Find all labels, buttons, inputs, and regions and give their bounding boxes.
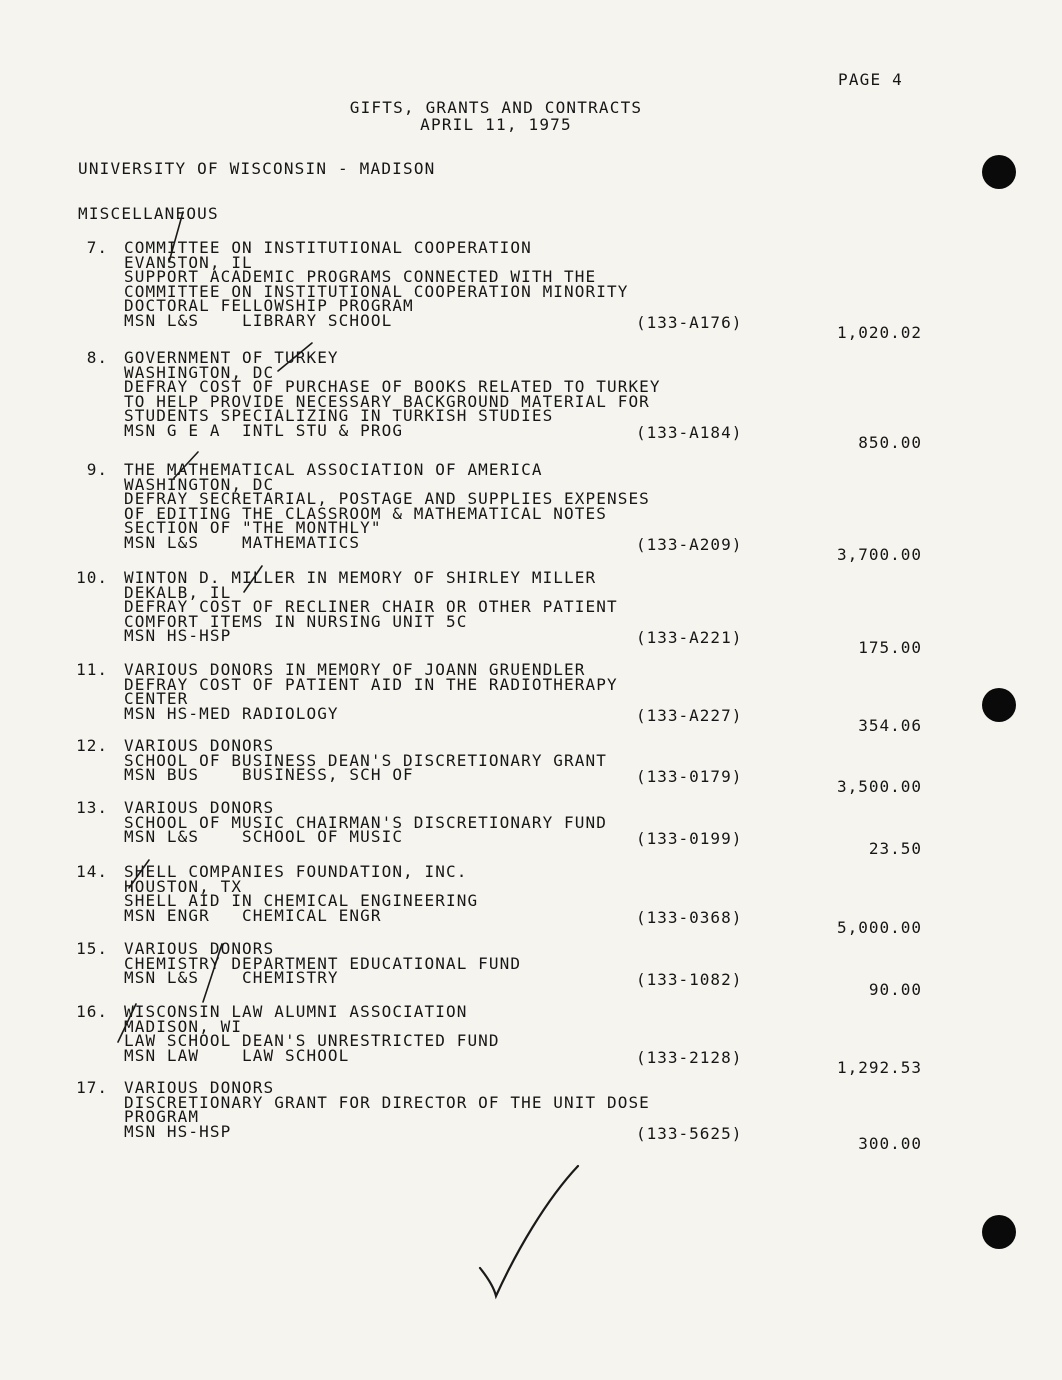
entry-line: SCHOOL OF BUSINESS DEAN'S DISCRETIONARY GRANT	[124, 750, 607, 770]
entry-number: 16.	[76, 1002, 108, 1021]
entry-line: MSN HS-HSP	[124, 626, 232, 646]
tick-mark	[203, 944, 222, 1002]
entry-line: DEFRAY SECRETARIAL, POSTAGE AND SUPPLIES EXPENSES	[124, 489, 650, 509]
entry-line: MSN LAW LAW SCHOOL	[124, 1045, 350, 1065]
entry-number: 11.	[76, 660, 108, 679]
entry-line: MSN HS-HSP	[124, 1121, 232, 1141]
entry-donor: VARIOUS DONORS IN MEMORY OF JOANN GRUENDLER	[124, 660, 586, 679]
entry-line: DEFRAY COST OF PURCHASE OF BOOKS RELATED TO TURKEY	[124, 377, 661, 397]
entry-line: MSN G E A INTL STU & PROG	[124, 421, 404, 440]
entry-line: TO HELP PROVIDE NECESSARY BACKGROUND MATERIAL FOR	[124, 391, 650, 411]
entry-line: LAW SCHOOL DEAN'S UNRESTRICTED FUND	[124, 1031, 500, 1051]
amount: 5,000.00	[836, 917, 922, 937]
entry-line: COMMITTEE ON INSTITUTIONAL COOPERATION MINORITY	[124, 281, 629, 301]
amount: 300.00	[858, 1133, 922, 1153]
entry-line: MSN L&S LIBRARY SCHOOL	[124, 311, 393, 330]
entry-line: SCHOOL OF MUSIC CHAIRMAN'S DISCRETIONARY FUND	[124, 812, 607, 832]
amount: 850.00	[858, 433, 922, 452]
account-number: (133-2128)	[636, 1047, 743, 1067]
entry-line: WASHINGTON, DC	[124, 362, 275, 382]
entry-line: MSN L&S MATHEMATICS	[124, 533, 361, 552]
entry-donor: COMMITTEE ON INSTITUTIONAL COOPERATION	[124, 238, 532, 257]
entry-number: 7.	[86, 238, 108, 257]
entry-line: MSN HS-MED RADIOLOGY	[124, 703, 339, 723]
amount: 90.00	[868, 980, 922, 1000]
entry-line: SECTION OF "THE MONTHLY"	[124, 518, 382, 538]
account-number: (133-0179)	[636, 767, 743, 787]
document-title: GIFTS, GRANTS AND CONTRACTS	[349, 98, 643, 117]
entry-line: SHELL AID IN CHEMICAL ENGINEERING	[124, 891, 479, 911]
amount: 1,020.02	[836, 323, 922, 342]
entry-donor: WINTON D. MILLER IN MEMORY OF SHIRLEY MILLER	[124, 568, 597, 587]
entry-donor: VARIOUS DONORS	[124, 939, 275, 958]
entry-number: 15.	[76, 939, 108, 958]
amount: 1,292.53	[836, 1057, 922, 1077]
institution-heading: UNIVERSITY OF WISCONSIN - MADISON	[78, 159, 436, 178]
account-number: (133-1082)	[636, 970, 743, 990]
entry-number: 17.	[76, 1078, 108, 1097]
entry-number: 9.	[86, 460, 108, 479]
entry-number: 10.	[76, 568, 108, 587]
page-number: PAGE 4	[838, 70, 903, 89]
entry-line: EVANSTON, IL	[124, 252, 253, 272]
entry-donor: VARIOUS DONORS	[124, 798, 275, 817]
account-number: (133-A184)	[636, 423, 743, 442]
amount: 3,500.00	[836, 777, 922, 797]
entry-line: DEKALB, IL	[124, 582, 232, 602]
entry-line: COMFORT ITEMS IN NURSING UNIT 5C	[124, 611, 468, 631]
account-number: (133-A176)	[636, 313, 743, 332]
entry-line: CHEMISTRY DEPARTMENT EDUCATIONAL FUND	[124, 953, 522, 973]
entry-line: MSN BUS BUSINESS, SCH OF	[124, 765, 414, 785]
tick-mark	[129, 860, 149, 888]
account-number: (133-5625)	[636, 1123, 743, 1143]
entry-line: MSN L&S SCHOOL OF MUSIC	[124, 827, 404, 847]
entry-donor: WISCONSIN LAW ALUMNI ASSOCIATION	[124, 1002, 468, 1021]
account-number: (133-A227)	[636, 705, 743, 725]
entry-line: DISCRETIONARY GRANT FOR DIRECTOR OF THE UNIT DOSE	[124, 1092, 650, 1112]
amount: 3,700.00	[836, 545, 922, 564]
entry-line: DOCTORAL FELLOWSHIP PROGRAM	[124, 296, 414, 316]
entry-line: DEFRAY COST OF PATIENT AID IN THE RADIOTHERAPY	[124, 674, 618, 694]
document-date: APRIL 11, 1975	[420, 115, 572, 134]
tick-mark	[169, 212, 183, 262]
entry-line: MSN ENGR CHEMICAL ENGR	[124, 905, 382, 925]
entry-line: MSN L&S CHEMISTRY	[124, 968, 339, 988]
entry-number: 14.	[76, 862, 108, 881]
tick-mark	[118, 1004, 136, 1042]
entry-donor: VARIOUS DONORS	[124, 736, 275, 755]
tick-mark	[174, 452, 198, 478]
account-number: (133-A221)	[636, 628, 743, 648]
amount: 354.06	[858, 715, 922, 735]
entry-line: STUDENTS SPECIALIZING IN TURKISH STUDIES	[124, 406, 554, 426]
entry-line: PROGRAM	[124, 1107, 200, 1127]
entry-number: 12.	[76, 736, 108, 755]
account-number: (133-0199)	[636, 829, 743, 849]
check-mark	[480, 1166, 578, 1296]
account-number: (133-0368)	[636, 907, 743, 927]
tick-mark	[244, 566, 262, 592]
section-heading: MISCELLANEOUS	[78, 204, 219, 223]
account-number: (133-A209)	[636, 535, 743, 554]
entry-line: MADISON, WI	[124, 1016, 243, 1036]
entry-donor: VARIOUS DONORS	[124, 1078, 275, 1097]
entry-donor: SHELL COMPANIES FOUNDATION, INC.	[124, 862, 468, 881]
entry-line: OF EDITING THE CLASSROOM & MATHEMATICAL NOTES	[124, 503, 607, 523]
amount: 175.00	[858, 638, 922, 658]
entry-line: HOUSTON, TX	[124, 876, 243, 896]
entry-donor: THE MATHEMATICAL ASSOCIATION OF AMERICA	[124, 460, 543, 479]
tick-mark	[278, 343, 312, 371]
entry-line: SUPPORT ACADEMIC PROGRAMS CONNECTED WITH THE	[124, 267, 597, 287]
entry-number: 8.	[86, 348, 108, 367]
entry-number: 13.	[76, 798, 108, 817]
entry-line: CENTER	[124, 689, 189, 709]
entry-line: WASHINGTON, DC	[124, 474, 275, 494]
entry-line: DEFRAY COST OF RECLINER CHAIR OR OTHER PATIENT	[124, 597, 618, 617]
amount: 23.50	[868, 839, 922, 859]
entry-donor: GOVERNMENT OF TURKEY	[124, 348, 339, 367]
